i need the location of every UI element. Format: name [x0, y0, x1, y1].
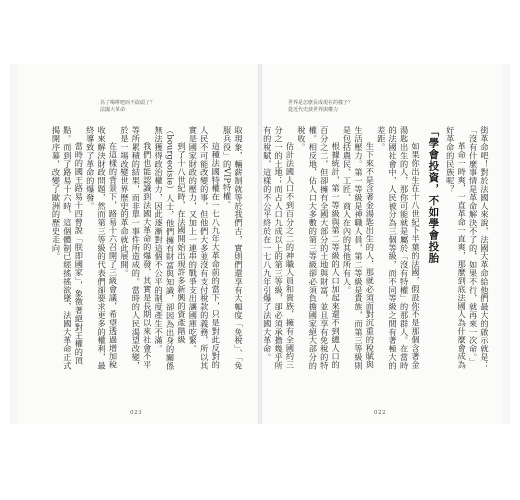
- body-paragraph: 當時的國王路易十四曾說「朕即國家」，象徵著絕對王權的頂點。而到了路易十六時，這個體制已經搖搖欲墜，法國大革命正式揭開序幕，改變了歐洲的歷史走向。: [51, 126, 85, 370]
- right-page-body: [262, 126, 490, 376]
- right-running-head: [288, 100, 353, 113]
- body-paragraph: 根據統計，第一等級與第二等級的人口加起來還不到總人口的百分之二，但卻擁有全國大部分的土地與財富，並且享有免稅的特權。相反地，佔人口大多數的第三等級卻必須負擔國家絕大部分的稅收。: [296, 126, 342, 370]
- left-page-body: [51, 126, 244, 376]
- left-running-head: [100, 100, 155, 113]
- right-running-head-title: 世界是怎麼長成現在的樣子？: [288, 100, 354, 106]
- body-paragraph: 我們也能認識到法國大革命的爆發，其實是長期以來社會不平等所累積的結果，而非單一事件所造成的。當時的人民渴望改變，於是一場改變世界歷史的革命就此展開。: [119, 126, 153, 370]
- body-paragraph: 這種法國特權在一七八九年大革命前的當下，只是對此反對的人民不可能改變的事，但他們大多並沒有支付稅款的義務，所以其實是國家財政的壓力，又加上一連串的戰爭支出讓國庫吃緊。: [188, 126, 222, 370]
- section-heading: 「學會投資，不如學會投胎: [427, 126, 440, 264]
- left-running-head-subtitle: 法國大革命: [100, 106, 126, 113]
- left-running-head-title: 為了喝啡吧而不砍頭了？: [100, 100, 156, 106]
- body-paragraph: 街革命吧！對於法國人來說，法國大革命給他們最大的啟示就是：「沒有什麼事情是革命解決不了的，如果不行，就再來一次命。」: [468, 126, 490, 370]
- body-paragraph: 取現象，輛薪制就等於我們古，實則們還享有大幅度「免稅」、「免服兵役」的VIP特權。: [222, 126, 244, 370]
- left-page-number: 023: [130, 410, 142, 416]
- body-paragraph: 如果你出生在十八世紀下半葉的法國，假設你不是那個含著金湯匙出生的人，那你可能就是屬於「沒有特權」的那群人。在當時的法國社會中，人民被分為三個等級，而不同等級之間有著極大的差距。: [376, 126, 421, 370]
- body-paragraph: 生下來不是含著金湯匙出生的人，那就必須面對沉重的稅賦與生活壓力。第一等級是神職人員，第二等級是貴族，而第三等級則是包括農民、工匠、商人在內的其他所有人。: [342, 126, 376, 370]
- right-page-number: 022: [374, 410, 386, 416]
- body-paragraph: 估計法國人口不到百分之二的神職人員和貴族，擁有全國約三分之一的土地；而占人口九成以上的第三等級，卻必須承擔幾乎所有的稅賦，這樣的不公平終於在一七八九年引爆了法國大革命。: [262, 126, 296, 370]
- right-running-head-subtitle: 從近代史談世界與權力: [288, 106, 339, 113]
- body-paragraph: 革命一時爽，一直革命一直爽，那麼到底法國人為什麼會成為好革命的民族呢？: [445, 126, 468, 370]
- body-paragraph: 到了十八世紀時，在法國開始出現許多新興的資產階級（bourgeoisie）人士，他們擁有財富與知識，卻因為出身的關係無法獲得政治權力，因此逐漸對這個不公平的制度產生不滿。: [154, 126, 187, 371]
- body-paragraph: 在這樣的背景下，路易十六召開了三級會議，希望透過增加稅收來解決財政問題，然而第三等級的代表們卻要求更多的權利，最終導致了革命的爆發。: [85, 126, 119, 370]
